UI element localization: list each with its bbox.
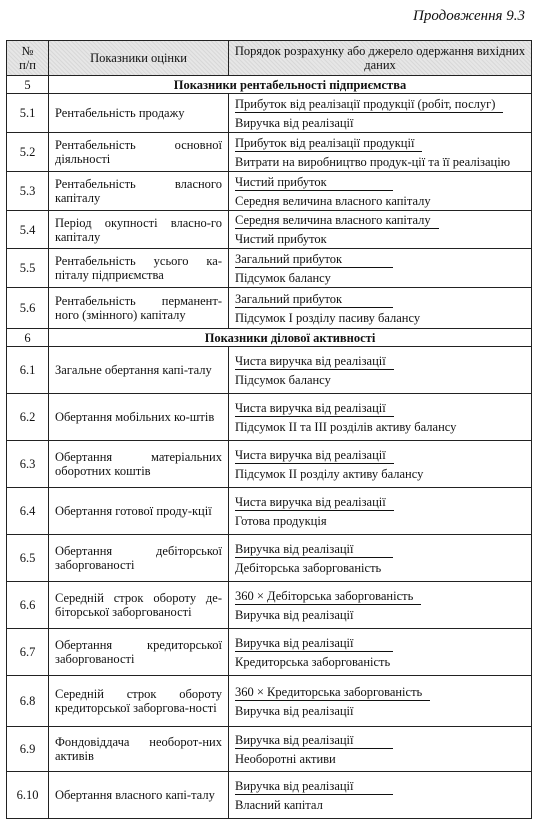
row-number: 6.3 (7, 441, 49, 488)
formula-denominator: Виручка від реалізації (235, 703, 354, 718)
formula-numerator: Чистий прибуток (235, 175, 393, 191)
indicator-row (7, 535, 532, 582)
indicator-row (7, 347, 532, 394)
formula-denominator: Середня величина власного капіталу (235, 193, 431, 208)
formula-numerator: Чиста виручка від реалізації (235, 354, 394, 370)
calculation-formula (229, 441, 532, 488)
row-number: 6.4 (7, 488, 49, 535)
calculation-formula (229, 535, 532, 582)
section-number: 5 (7, 76, 49, 94)
formula-numerator-wrap (235, 252, 525, 268)
calculation-formula (229, 133, 532, 172)
row-number: 5.2 (7, 133, 49, 172)
indicator-name: Рентабельність власного капіталу (49, 172, 229, 211)
formula-numerator: Середня величина власного капіталу (235, 213, 439, 229)
calculation-formula (229, 249, 532, 288)
formula-denominator: Підсумок балансу (235, 270, 331, 285)
formula-numerator-wrap (235, 779, 525, 795)
formula-numerator-wrap (235, 175, 525, 191)
formula-numerator-wrap (235, 354, 525, 370)
calculation-formula (229, 347, 532, 394)
indicator-name: Середній строк обороту кредиторської заборгова-ності (49, 676, 229, 727)
formula-denominator: Підсумок ІІ та ІІІ розділів активу балансу (235, 419, 457, 434)
formula-numerator-wrap (235, 636, 525, 652)
indicator-name: Обертання власного капі-талу (49, 772, 229, 819)
formula-numerator-wrap (235, 292, 525, 308)
header-number (7, 41, 49, 76)
header-number-line1: № (21, 44, 34, 58)
formula-numerator: Виручка від реалізації (235, 636, 393, 652)
section-number: 6 (7, 329, 49, 347)
formula-numerator-wrap (235, 448, 525, 464)
calculation-formula (229, 94, 532, 133)
formula-numerator: Чиста виручка від реалізації (235, 495, 394, 511)
indicator-row (7, 394, 532, 441)
calculation-formula (229, 211, 532, 249)
row-number: 5.6 (7, 288, 49, 329)
indicator-name: Рентабельність перманент-ного (змінного) капіталу (49, 288, 229, 329)
calculation-formula (229, 488, 532, 535)
table-header (7, 41, 532, 76)
indicator-row (7, 94, 532, 133)
formula-numerator: Загальний прибуток (235, 252, 393, 268)
indicator-name: Фондовіддача необорот-них активів (49, 727, 229, 772)
formula-numerator-wrap (235, 685, 525, 701)
formula-numerator-wrap (235, 401, 525, 417)
formula-denominator: Виручка від реалізації (235, 607, 354, 622)
formula-numerator: 360 × Дебіторська заборгованість (235, 589, 421, 605)
indicator-row (7, 211, 532, 249)
row-number: 6.2 (7, 394, 49, 441)
row-number: 6.7 (7, 629, 49, 676)
indicator-name: Рентабельність основної діяльності (49, 133, 229, 172)
indicator-name: Період окупності власно-го капіталу (49, 211, 229, 249)
row-number: 6.5 (7, 535, 49, 582)
indicator-name: Рентабельність усього ка-піталу підприємства (49, 249, 229, 288)
table-body (7, 41, 532, 819)
formula-numerator: 360 × Кредиторська заборгованість (235, 685, 430, 701)
indicator-name: Обертання мобільних ко-штів (49, 394, 229, 441)
calculation-formula (229, 288, 532, 329)
formula-numerator: Загальний прибуток (235, 292, 393, 308)
section-header-row (7, 329, 532, 347)
indicator-row (7, 582, 532, 629)
row-number: 5.5 (7, 249, 49, 288)
indicator-row (7, 676, 532, 727)
row-number: 6.1 (7, 347, 49, 394)
formula-denominator: Кредиторська заборгованість (235, 654, 391, 669)
indicator-row (7, 441, 532, 488)
formula-numerator-wrap (235, 542, 525, 558)
formula-numerator-wrap (235, 589, 525, 605)
row-number: 6.8 (7, 676, 49, 727)
indicator-row (7, 249, 532, 288)
formula-numerator-wrap (235, 136, 525, 152)
formula-numerator: Виручка від реалізації (235, 733, 393, 749)
indicator-name: Обертання готової проду-кції (49, 488, 229, 535)
row-number: 6.9 (7, 727, 49, 772)
indicator-row (7, 629, 532, 676)
header-calculation: Порядок розрахунку або джерело одержання вихідних даних (229, 41, 532, 76)
section-header-row (7, 76, 532, 94)
formula-denominator: Витрати на виробництво продук-ції та її реалізацію (235, 154, 511, 169)
formula-numerator-wrap (235, 495, 525, 511)
formula-numerator-wrap (235, 213, 525, 229)
indicator-name: Середній строк обороту де-біторської заборгованості (49, 582, 229, 629)
formula-numerator: Чиста виручка від реалізації (235, 401, 394, 417)
formula-denominator: Дебіторська заборгованість (235, 560, 382, 575)
indicator-name: Обертання кредиторської заборгованості (49, 629, 229, 676)
formula-numerator: Чиста виручка від реалізації (235, 448, 394, 464)
calculation-formula (229, 676, 532, 727)
row-number: 5.4 (7, 211, 49, 249)
header-indicator: Показники оцінки (49, 41, 229, 76)
formula-denominator: Підсумок ІІ розділу активу балансу (235, 466, 424, 481)
indicator-row (7, 172, 532, 211)
calculation-formula (229, 582, 532, 629)
formula-numerator: Виручка від реалізації (235, 779, 393, 795)
formula-denominator: Необоротні активи (235, 751, 336, 766)
formula-numerator-wrap (235, 733, 525, 749)
indicator-row (7, 727, 532, 772)
indicator-name: Обертання дебіторської заборгованості (49, 535, 229, 582)
calculation-formula (229, 629, 532, 676)
formula-numerator: Прибуток від реалізації продукції (робіт, послуг) (235, 97, 503, 113)
section-title: Показники ділової активності (49, 329, 532, 347)
formula-numerator: Виручка від реалізації (235, 542, 393, 558)
indicator-row (7, 288, 532, 329)
indicator-row (7, 488, 532, 535)
formula-denominator: Підсумок балансу (235, 372, 331, 387)
row-number: 5.1 (7, 94, 49, 133)
indicator-name: Обертання матеріальних оборотних коштів (49, 441, 229, 488)
indicator-row (7, 133, 532, 172)
calculation-formula (229, 394, 532, 441)
formula-numerator-wrap (235, 97, 525, 113)
indicator-row (7, 772, 532, 819)
formula-denominator: Чистий прибуток (235, 232, 327, 246)
formula-denominator: Підсумок І розділу пасиву балансу (235, 310, 421, 325)
header-number-line2: п/п (19, 58, 36, 72)
section-title: Показники рентабельності підприємства (49, 76, 532, 94)
row-number: 6.6 (7, 582, 49, 629)
calculation-formula (229, 727, 532, 772)
formula-denominator: Виручка від реалізації (235, 115, 354, 130)
row-number: 6.10 (7, 772, 49, 819)
indicator-name: Загальне обертання капі-талу (49, 347, 229, 394)
row-number: 5.3 (7, 172, 49, 211)
continuation-label: Продовження 9.3 (412, 8, 525, 24)
calculation-formula (229, 772, 532, 819)
indicator-name: Рентабельність продажу (49, 94, 229, 133)
indicators-table (6, 40, 532, 819)
formula-denominator: Готова продукція (235, 513, 327, 528)
calculation-formula (229, 172, 532, 211)
formula-denominator: Власний капітал (235, 797, 323, 812)
formula-numerator: Прибуток від реалізації продукції (235, 136, 422, 152)
